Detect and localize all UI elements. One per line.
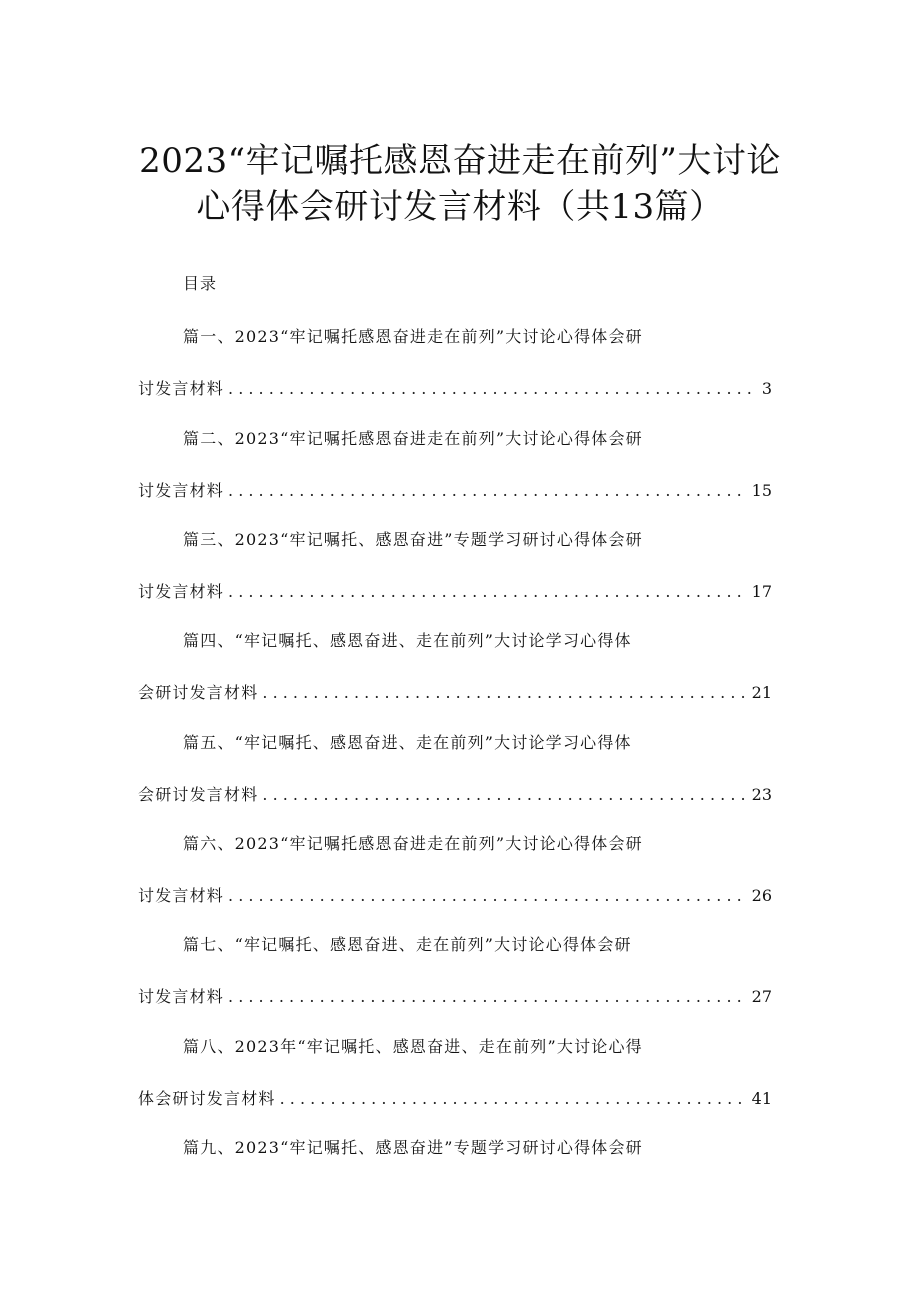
toc-leader-dots (228, 479, 748, 503)
toc-entry-continuation (138, 783, 772, 807)
toc-entry-title: 篇四、“牢记嘱托、感恩奋进、走在前列”大讨论学习心得体 (183, 631, 632, 650)
toc-entry-title-end: 讨发言材料 (138, 987, 225, 1006)
toc-page-number: 17 (751, 582, 772, 601)
toc-entry-title: 篇三、2023“牢记嘱托、感恩奋进”专题学习研讨心得体会研 (183, 530, 643, 549)
toc-entry-continuation (138, 377, 772, 401)
toc-entry-title: 篇九、2023“牢记嘱托、感恩奋进”专题学习研讨心得体会研 (183, 1138, 643, 1157)
toc-entry-title-end: 会研讨发言材料 (138, 683, 259, 702)
toc-entry-continuation (138, 580, 772, 604)
toc-entry-title: 篇二、2023“牢记嘱托感恩奋进走在前列”大讨论心得体会研 (183, 429, 643, 448)
toc-entry-continuation (138, 479, 772, 503)
document-title-line-2: 心得体会研讨发言材料（共13篇） (196, 187, 724, 227)
toc-leader-dots (262, 681, 747, 705)
toc-page-number: 15 (751, 481, 772, 500)
toc-heading: 目录 (183, 274, 218, 293)
toc-entry-4[interactable] (0, 629, 920, 709)
toc-entry-continuation (138, 985, 772, 1009)
toc-leader-dots (228, 580, 748, 604)
toc-entry-title-end: 体会研讨发言材料 (138, 1089, 276, 1108)
toc-entry-7[interactable] (0, 933, 920, 1013)
toc-leader-dots (228, 884, 748, 908)
toc-entry-continuation (138, 1087, 772, 1111)
toc-entry-1[interactable] (0, 325, 920, 405)
toc-entry-title: 篇一、2023“牢记嘱托感恩奋进走在前列”大讨论心得体会研 (183, 327, 643, 346)
toc-entry-8[interactable] (0, 1035, 920, 1115)
toc-entry-continuation (138, 884, 772, 908)
toc-entry-continuation (138, 681, 772, 705)
toc-entry-title: 篇五、“牢记嘱托、感恩奋进、走在前列”大讨论学习心得体 (183, 733, 632, 752)
toc-leader-dots (262, 783, 747, 807)
toc-entry-2[interactable] (0, 427, 920, 507)
toc-entry-title-end: 讨发言材料 (138, 481, 225, 500)
toc-page-number: 3 (761, 379, 772, 398)
toc-entry-title: 篇七、“牢记嘱托、感恩奋进、走在前列”大讨论心得体会研 (183, 935, 632, 954)
toc-entry-5[interactable] (0, 731, 920, 811)
toc-entry-title: 篇六、2023“牢记嘱托感恩奋进走在前列”大讨论心得体会研 (183, 834, 643, 853)
toc-leader-dots (228, 377, 758, 401)
toc-entry-9[interactable] (0, 1136, 920, 1216)
toc-entry-3[interactable] (0, 528, 920, 608)
toc-leader-dots (280, 1087, 748, 1111)
toc-entry-6[interactable] (0, 832, 920, 912)
toc-entry-title-end: 讨发言材料 (138, 379, 225, 398)
toc-page-number: 21 (751, 683, 772, 702)
toc-leader-dots (228, 985, 748, 1009)
toc-page-number: 41 (751, 1089, 772, 1108)
toc-entry-title: 篇八、2023年“牢记嘱托、感恩奋进、走在前列”大讨论心得 (183, 1037, 643, 1056)
toc-entry-title-end: 讨发言材料 (138, 886, 225, 905)
document-title-line-1: 2023“牢记嘱托感恩奋进走在前列”大讨论 (139, 141, 781, 181)
toc-page-number: 27 (751, 987, 772, 1006)
toc-entry-title-end: 会研讨发言材料 (138, 785, 259, 804)
toc-page-number: 26 (751, 886, 772, 905)
toc-entry-title-end: 讨发言材料 (138, 582, 225, 601)
toc-page-number: 23 (751, 785, 772, 804)
